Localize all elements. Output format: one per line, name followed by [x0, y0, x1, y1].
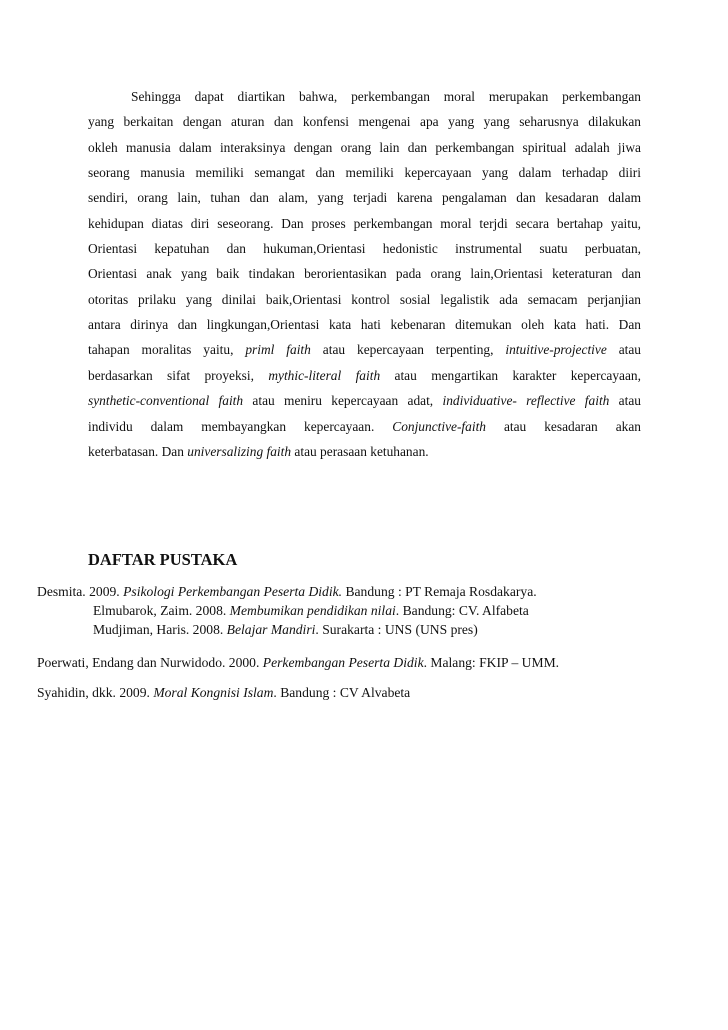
- italic-text: Perkembangan Peserta Didik: [262, 655, 424, 670]
- text-run: Mudjiman, Haris. 2008.: [93, 622, 227, 637]
- text-run: berdasarkan sifat proyeksi,: [88, 368, 269, 383]
- paragraph-line: [88, 419, 641, 435]
- paragraph-line: [88, 368, 641, 384]
- italic-text: Conjunctive-faith: [392, 419, 486, 434]
- reference-entry: [93, 622, 478, 638]
- text-run: . Bandung: CV. Alfabeta: [395, 603, 529, 618]
- italic-text: universalizing faith: [187, 444, 292, 459]
- text-run: atau kesadaran akan: [485, 419, 641, 434]
- text-run: . Bandung : CV Alvabeta: [273, 685, 411, 700]
- paragraph-line: [88, 165, 641, 181]
- text-run: keterbatasan. Dan: [88, 444, 188, 459]
- italic-text: Belajar Mandiri: [226, 622, 316, 637]
- text-run: . Malang: FKIP – UMM.: [423, 655, 560, 670]
- text-run: Orientasi anak yang baik tindakan berorientasikan pada orang lain,Orientasi keteraturan dan: [88, 266, 641, 281]
- text-run: . Surakarta : UNS (UNS pres): [315, 622, 478, 637]
- paragraph-line: [88, 393, 641, 409]
- paragraph-line: [88, 114, 641, 130]
- text-run: individu dalam membayangkan kepercayaan.: [88, 419, 393, 434]
- paragraph-line: [88, 266, 641, 282]
- reference-entry: [93, 603, 529, 619]
- italic-text: Moral Kongnisi Islam: [153, 685, 274, 700]
- text-run: antara dirinya dan lingkungan,Orientasi kata hati kebenaran ditemukan oleh kata hati. Dan: [88, 317, 641, 332]
- text-run: sendiri, orang lain, tuhan dan alam, yang terjadi karena pengalaman dan kesadaran dalam: [88, 190, 641, 205]
- text-run: tahapan moralitas yaitu,: [88, 342, 246, 357]
- text-run: atau: [609, 393, 641, 408]
- paragraph-line: [88, 444, 641, 460]
- italic-text: synthetic-conventional faith: [88, 393, 244, 408]
- italic-text: intuitive-projective: [505, 342, 607, 357]
- references-heading: DAFTAR PUSTAKA: [88, 550, 238, 569]
- text-run: yang berkaitan dengan aturan dan konfensi mengenai apa yang yang seharusnya dilakukan: [88, 114, 641, 129]
- text-run: atau: [606, 342, 642, 357]
- paragraph-line: [131, 89, 641, 105]
- paragraph-line: [88, 216, 641, 232]
- paragraph-line: [88, 292, 641, 308]
- text-run: Desmita. 2009.: [37, 584, 124, 599]
- paragraph-line: [88, 241, 641, 257]
- text-run: Elmubarok, Zaim. 2008.: [93, 603, 230, 618]
- reference-entry: [37, 655, 559, 671]
- reference-entry: [37, 584, 537, 600]
- text-run: Syahidin, dkk. 2009.: [37, 685, 154, 700]
- paragraph-line: [88, 342, 641, 358]
- text-run: atau perasaan ketuhanan.: [291, 444, 429, 459]
- text-run: kehidupan diatas diri seseorang. Dan proses perkembangan moral terjdi secara bertahap yaitu,: [88, 216, 641, 231]
- italic-text: Psikologi Perkembangan Peserta Didik.: [123, 584, 343, 599]
- italic-text: mythic-literal faith: [268, 368, 381, 383]
- text-run: okleh manusia dalam interaksinya dengan orang lain dan perkembangan spiritual adalah jiwa: [88, 140, 641, 155]
- text-run: Bandung : PT Remaja Rosdakarya.: [342, 584, 537, 599]
- paragraph-line: [88, 190, 641, 206]
- text-run: atau meniru kepercayaan adat,: [243, 393, 443, 408]
- text-run: seorang manusia memiliki semangat dan memiliki kepercayaan yang dalam terhadap diiri: [88, 165, 641, 180]
- text-run: Poerwati, Endang dan Nurwidodo. 2000.: [37, 655, 263, 670]
- paragraph-line: [88, 140, 641, 156]
- italic-text: Membumikan pendidikan nilai: [229, 603, 396, 618]
- paragraph-line: [88, 317, 641, 333]
- text-run: Sehingga dapat diartikan bahwa, perkembangan moral merupakan perkembangan: [131, 89, 641, 104]
- reference-entry: [37, 685, 410, 701]
- italic-text: individuative- reflective faith: [442, 393, 610, 408]
- text-run: atau mengartikan karakter kepercayaan,: [380, 368, 641, 383]
- text-run: atau kepercayaan terpenting,: [310, 342, 506, 357]
- italic-text: priml faith: [245, 342, 311, 357]
- text-run: otoritas prilaku yang dinilai baik,Orientasi kontrol sosial legalistik ada semacam perjanjian: [88, 292, 641, 307]
- text-run: Orientasi kepatuhan dan hukuman,Orientasi hedonistic instrumental suatu perbuatan,: [88, 241, 641, 256]
